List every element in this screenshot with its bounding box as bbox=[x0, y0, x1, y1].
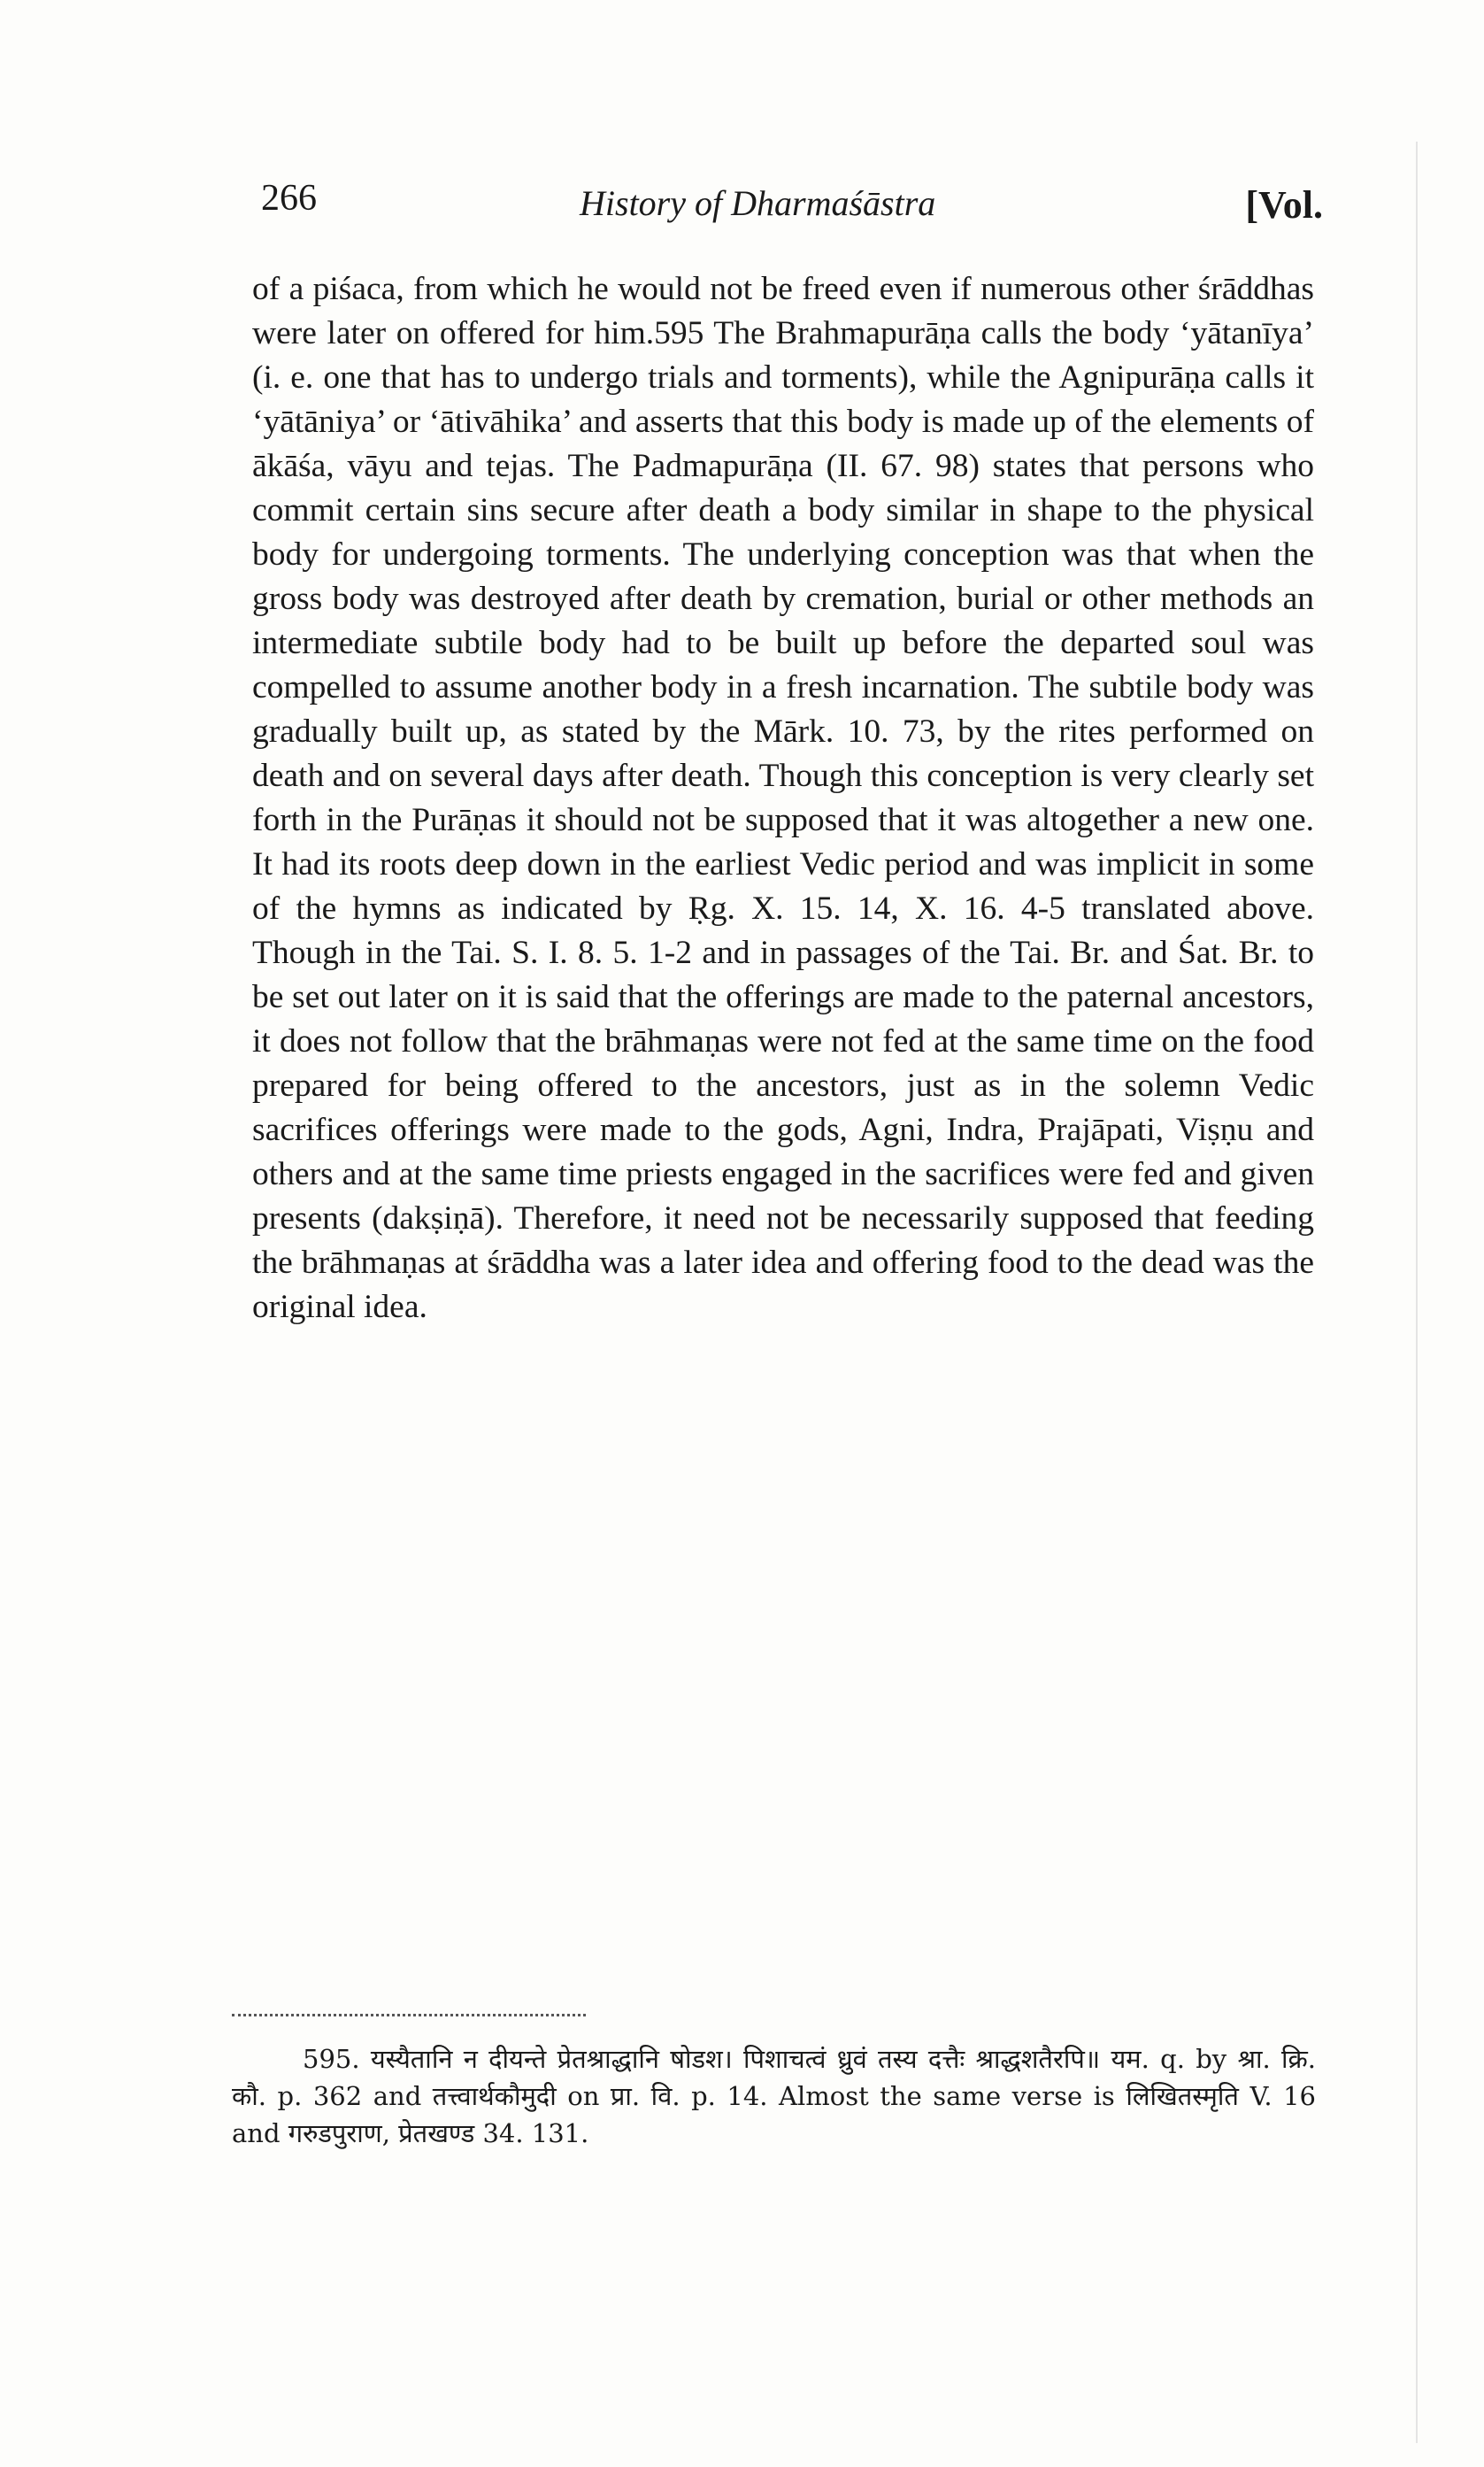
footnote-separator bbox=[232, 2014, 586, 2016]
scan-margin-line bbox=[1416, 142, 1418, 2443]
page-number: 266 bbox=[261, 178, 317, 219]
body-paragraph: of a piśaca, from which he would not be freed even if numerous other śrāddhas were later on offered for him.595 The Brahmapurāṇa calls the body ‘yātanīya’ (i. e. one that has to undergo trials and torments), while the Agnipurāṇa calls it ‘yātāniya’ or ‘ātivāhika’ and asserts that this body is made up of the elements of ākāśa, vāyu and tejas. The Padmapurāṇa (II. 67. 98) states that persons who commit certain sins secure after death a body similar in shape to the physical body for undergoing torments. The underlying conception was that when the gross body was destroyed after death by cremation, burial or other methods an intermediate subtile body had to be built up before the departed soul was compelled to assume another body in a fresh incarnation. The subtile body was gradually built up, as stated by the Mārk. 10. 73, by the rites performed on death and on several days after death. Though this conception is very clearly set forth in the Purāṇas it should not be supposed that it was altogether a new one. It had its roots deep down in the earliest Vedic period and was implicit in some of the hymns as indicated by Ṛg. X. 15. 14, X. 16. 4-5 translated above. Though in the Tai. S. I. 8. 5. 1-2 and in passages of the Tai. Br. and Śat. Br. to be set out later on it is said that the offerings are made to the paternal ancestors, it does not follow that the brāhmaṇas were not fed at the same time on the food prepared for being offered to the ancestors, just as in the solemn Vedic sacrifices offerings were made to the gods, Agni, Indra, Prajāpati, Viṣṇu and others and at the same time priests engaged in the sacrifices were fed and given presents (dakṣiṇā). Therefore, it need not be necessarily supposed that feeding the brāhmaṇas at śrāddha was a later idea and offering food to the dead was the original idea. bbox=[252, 271, 1314, 1325]
main-text bbox=[252, 267, 1314, 1330]
page-header bbox=[261, 177, 1323, 239]
running-title: History of Dharmaśāstra bbox=[580, 183, 936, 223]
footnote bbox=[232, 2040, 1316, 2152]
footnote-text: 595. यस्यैतानि न दीयन्ते प्रेतश्राद्धानि षोडश। पिशाचत्वं ध्रुवं तस्य दत्तैः श्राद्धशतैरपि॥ यम. q. by श्रा. क्रि. कौ. p. 362 and तत्त्वार्थकौमुदी on प्रा. वि. p. 14. Almost the same verse is लिखितस्मृति V. 16 and गरुडपुराण, प्रेतखण्ड 34. 131. bbox=[232, 2044, 1316, 2148]
volume-marker: [Vol. bbox=[1245, 183, 1323, 227]
